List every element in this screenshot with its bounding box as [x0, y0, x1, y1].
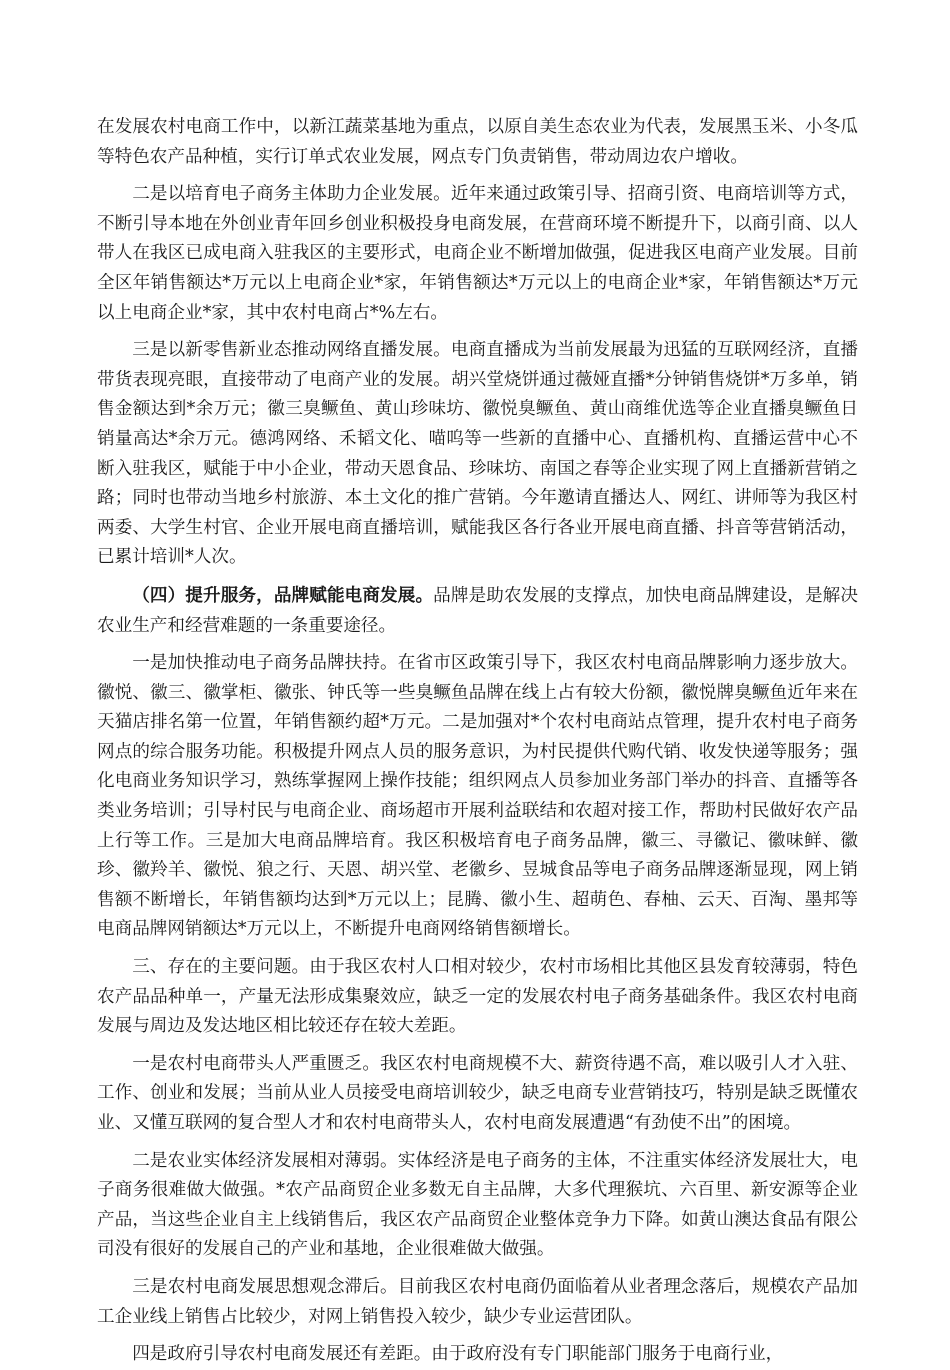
paragraph-brand-support: 一是加快推动电子商务品牌扶持。在省市区政策引导下，我区农村电商品牌影响力逐步放大。徽悦、徽三、徽掌柜、徽张、钟氏等一些臭鳜鱼品牌在线上占有较大份额，徽悦牌臭鳜鱼近年来在天猫店排名第一位置，年销售额约超*万元。二是加强对*个农村电商站点管理，提升农村电子商务网点的综合服务功能。积极提升网点人员的服务意识，为村民提供代购代销、收发快递等服务；强化电商业务知识学习，熟练掌握网上操作技能；组织网点人员参加业务部门举办的抖音、直播等各类业务培训；引导村民与电商企业、商场超市开展利益联结和农超对接工作，帮助村民做好农产品上行等工作。三是加大电商品牌培育。我区积极培育电子商务品牌，徽三、寻徽记、徽味鲜、徽珍、徽羚羊、徽悦、狼之行、天恩、胡兴堂、老徽乡、昱城食品等电子商务品牌逐渐显现，网上销售额不断增长，年销售额均达到*万元以上；昆腾、徽小生、超萌色、春柚、云天、百淘、墨邦等电商品牌网销额达*万元以上，不断提升电商网络销售额增长。 — [97, 653, 858, 940]
section-4-paragraph — [97, 581, 858, 641]
paragraph-ecommerce-entities: 二是以培育电子商务主体助力企业发展。近年来通过政策引导、招商引资、电商培训等方式，不断引导本地在外创业青年回乡创业积极投身电商发展，在营商环境不断提升下，以商引商、以人带人在我区已成电商入驻我区的主要形式，电商企业不断增加做强，促进我区电商产业发展。目前全区年销售额达*万元以上电商企业*家，年销售额达*万元以上的电商企业*家，年销售额达*万元以上电商企业*家，其中农村电商占*%左右。 — [97, 184, 858, 323]
paragraph-intro: 在发展农村电商工作中，以新江蔬菜基地为重点，以原自美生态农业为代表，发展黑玉米、小冬瓜等特色农产品种植，实行订单式农业发展，网点专门负责销售，带动周边农户增收。 — [97, 117, 858, 167]
paragraph-problem-government: 四是政府引导农村电商发展还有差距。由于政府没有专门职能部门服务于电商行业， — [132, 1344, 784, 1365]
paragraph-problem-talent: 一是农村电商带头人严重匮乏。我区农村电商规模不大、薪资待遇不高，难以吸引人才入驻、工作、创业和发展；当前从业人员接受电商培训较少，缺乏电商专业营销技巧，特别是缺乏既懂农业、又懂互联网的复合型人才和农村电商带头人，农村电商发展遭遇“有劲使不出”的困境。 — [97, 1053, 858, 1133]
section-4-text: 品牌是助农发展的支撑点，加快电商品牌建设，是解决农业生产和经营难题的一条重要途径。 — [97, 585, 858, 636]
paragraph-problem-economy: 二是农业实体经济发展相对薄弱。实体经济是电子商务的主体，不注重实体经济发展壮大，电子商务很难做大做强。*农产品商贸企业多数无自主品牌，大多代理猴坑、六百里、新安源等企业产品，当这些企业自主上线销售后，我区农产品商贸企业整体竞争力下降。如黄山澳达食品有限公司没有很好的发展自己的产业和基地，企业很难做大做强。 — [97, 1150, 858, 1260]
section-4-heading: （四）提升服务，品牌赋能电商发展。 — [132, 584, 434, 606]
paragraph-problem-mindset: 三是农村电商发展思想观念滞后。目前我区农村电商仍面临着从业者理念落后，规模农产品加工企业线上销售占比较少，对网上销售投入较少，缺少专业运营团队。 — [97, 1276, 858, 1327]
paragraph-live-streaming: 三是以新零售新业态推动网络直播发展。电商直播成为当前发展最为迅猛的互联网经济，直播带货表现亮眼，直接带动了电商产业的发展。胡兴堂烧饼通过薇娅直播*分钟销售烧饼*万多单，销售金额达到*余万元；徽三臭鳜鱼、黄山珍味坊、徽悦臭鳜鱼、黄山商维优选等企业直播臭鳜鱼日销量高达*余万元。德鸿网络、禾韬文化、喵呜等一些新的直播中心、直播机构、直播运营中心不断入驻我区，赋能于中小企业，带动天恩食品、珍味坊、南国之春等企业实现了网上直播新营销之路；同时也带动当地乡村旅游、本土文化的推广营销。今年邀请直播达人、网红、讲师等为我区村两委、大学生村官、企业开展电商直播培训，赋能我区各行各业开展电商直播、抖音等营销活动，已累计培训*人次。 — [97, 340, 858, 568]
paragraph-main-problems: 三、存在的主要问题。由于我区农村人口相对较少，农村市场相比其他区县发育较薄弱，特色农产品品种单一，产量无法形成集聚效应，缺乏一定的发展农村电子商务基础条件。我区农村电商发展与周边及发达地区相比较还存在较大差距。 — [97, 957, 858, 1037]
